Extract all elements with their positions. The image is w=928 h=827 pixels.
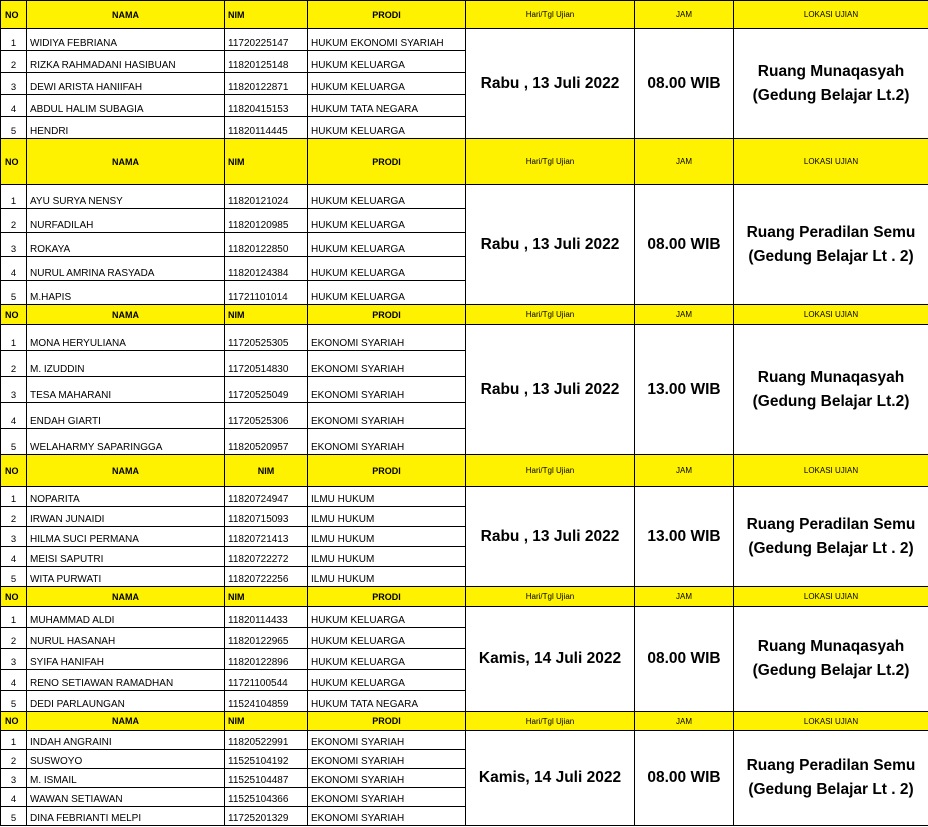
student-name: DEWI ARISTA HANIIFAH <box>27 73 225 95</box>
row-number: 3 <box>1 377 27 403</box>
exam-location <box>734 325 928 455</box>
student-prodi: EKONOMI SYARIAH <box>308 377 466 403</box>
header-hari-tgl: Hari/Tgl Ujian <box>466 712 635 731</box>
exam-time: 08.00 WIB <box>635 185 734 305</box>
student-nim: 11820124384 <box>225 257 308 281</box>
location-room: Ruang Munaqasyah <box>757 62 905 80</box>
student-nim: 11820121024 <box>225 185 308 209</box>
row-number: 5 <box>1 429 27 455</box>
row-number: 4 <box>1 95 27 117</box>
row-number: 3 <box>1 527 27 547</box>
student-name: RENO SETIAWAN RAMADHAN <box>27 670 225 691</box>
student-prodi: EKONOMI SYARIAH <box>308 788 466 807</box>
student-nim: 11820724947 <box>225 487 308 507</box>
group-header-row <box>1 455 928 487</box>
header-jam: JAM <box>635 1 734 29</box>
student-nim: 11820415153 <box>225 95 308 117</box>
student-name: INDAH ANGRAINI <box>27 731 225 750</box>
row-number: 1 <box>1 607 27 628</box>
row-number: 5 <box>1 117 27 139</box>
student-prodi: HUKUM KELUARGA <box>308 628 466 649</box>
header-prodi: PRODI <box>308 455 466 487</box>
student-prodi: EKONOMI SYARIAH <box>308 750 466 769</box>
table-row <box>1 487 928 507</box>
student-prodi: HUKUM KELUARGA <box>308 257 466 281</box>
row-number: 4 <box>1 788 27 807</box>
student-name: TESA MAHARANI <box>27 377 225 403</box>
header-prodi: PRODI <box>308 712 466 731</box>
row-number: 4 <box>1 257 27 281</box>
header-lokasi: LOKASI UJIAN <box>734 305 928 325</box>
student-name: NOPARITA <box>27 487 225 507</box>
header-nama: NAMA <box>27 139 225 185</box>
row-number: 1 <box>1 185 27 209</box>
header-no: NO <box>1 305 27 325</box>
row-number: 5 <box>1 567 27 587</box>
student-prodi: ILMU HUKUM <box>308 547 466 567</box>
student-nim: 11720514830 <box>225 351 308 377</box>
student-nim: 11820520957 <box>225 429 308 455</box>
row-number: 2 <box>1 209 27 233</box>
location-building: (Gedung Belajar Lt . 2) <box>748 781 914 798</box>
student-name: MEISI SAPUTRI <box>27 547 225 567</box>
student-prodi: HUKUM KELUARGA <box>308 51 466 73</box>
header-nama: NAMA <box>27 455 225 487</box>
exam-location <box>734 731 928 826</box>
student-name: ABDUL HALIM SUBAGIA <box>27 95 225 117</box>
row-number: 5 <box>1 281 27 305</box>
row-number: 3 <box>1 233 27 257</box>
exam-time: 08.00 WIB <box>635 607 734 712</box>
row-number: 4 <box>1 670 27 691</box>
header-hari-tgl: Hari/Tgl Ujian <box>466 305 635 325</box>
exam-time: 08.00 WIB <box>635 29 734 139</box>
header-nim: NIM <box>225 712 308 731</box>
student-nim: 11820122871 <box>225 73 308 95</box>
row-number: 1 <box>1 29 27 51</box>
header-hari-tgl: Hari/Tgl Ujian <box>466 455 635 487</box>
row-number: 1 <box>1 487 27 507</box>
header-prodi: PRODI <box>308 139 466 185</box>
student-nim: 11820114445 <box>225 117 308 139</box>
header-lokasi: LOKASI UJIAN <box>734 455 928 487</box>
student-nim: 11820722256 <box>225 567 308 587</box>
header-jam: JAM <box>635 455 734 487</box>
student-nim: 11820122896 <box>225 649 308 670</box>
student-name: SUSWOYO <box>27 750 225 769</box>
exam-date: Rabu , 13 Juli 2022 <box>466 185 635 305</box>
student-prodi: HUKUM TATA NEGARA <box>308 95 466 117</box>
student-name: ROKAYA <box>27 233 225 257</box>
student-prodi: ILMU HUKUM <box>308 487 466 507</box>
student-name: IRWAN JUNAIDI <box>27 507 225 527</box>
location-building: (Gedung Belajar Lt . 2) <box>748 247 914 265</box>
student-nim: 11725201329 <box>225 807 308 826</box>
student-prodi: HUKUM KELUARGA <box>308 281 466 305</box>
row-number: 4 <box>1 547 27 567</box>
student-name: DINA FEBRIANTI MELPI <box>27 807 225 826</box>
student-prodi: HUKUM KELUARGA <box>308 117 466 139</box>
student-nim: 11820114433 <box>225 607 308 628</box>
row-number: 5 <box>1 807 27 826</box>
student-nim: 11820122850 <box>225 233 308 257</box>
location-room: Ruang Munaqasyah <box>757 638 905 655</box>
header-no: NO <box>1 455 27 487</box>
table-row <box>1 29 928 51</box>
exam-date: Rabu , 13 Juli 2022 <box>466 325 635 455</box>
student-nim: 11820715093 <box>225 507 308 527</box>
exam-location <box>734 185 928 305</box>
student-name: SYIFA HANIFAH <box>27 649 225 670</box>
exam-date: Rabu , 13 Juli 2022 <box>466 29 635 139</box>
student-prodi: HUKUM EKONOMI SYARIAH <box>308 29 466 51</box>
group-header-row <box>1 587 928 607</box>
row-number: 2 <box>1 750 27 769</box>
header-hari-tgl: Hari/Tgl Ujian <box>466 1 635 29</box>
student-nim: 11525104192 <box>225 750 308 769</box>
exam-time: 13.00 WIB <box>635 487 734 587</box>
student-name: WITA PURWATI <box>27 567 225 587</box>
row-number: 3 <box>1 649 27 670</box>
exam-location <box>734 607 928 712</box>
group-header-row <box>1 139 928 185</box>
header-nim: NIM <box>225 1 308 29</box>
student-name: ENDAH GIARTI <box>27 403 225 429</box>
student-prodi: EKONOMI SYARIAH <box>308 351 466 377</box>
row-number: 1 <box>1 325 27 351</box>
header-lokasi: LOKASI UJIAN <box>734 712 928 731</box>
location-building: (Gedung Belajar Lt . 2) <box>748 539 914 557</box>
header-lokasi: LOKASI UJIAN <box>734 587 928 607</box>
header-lokasi: LOKASI UJIAN <box>734 139 928 185</box>
student-name: HILMA SUCI PERMANA <box>27 527 225 547</box>
student-nim: 11720225147 <box>225 29 308 51</box>
header-jam: JAM <box>635 712 734 731</box>
exam-time: 08.00 WIB <box>635 731 734 826</box>
header-no: NO <box>1 712 27 731</box>
header-nim: NIM <box>225 587 308 607</box>
student-name: NURUL AMRINA RASYADA <box>27 257 225 281</box>
student-prodi: HUKUM KELUARGA <box>308 670 466 691</box>
student-nim: 11720525305 <box>225 325 308 351</box>
student-prodi: EKONOMI SYARIAH <box>308 429 466 455</box>
student-name: AYU SURYA NENSY <box>27 185 225 209</box>
header-hari-tgl: Hari/Tgl Ujian <box>466 139 635 185</box>
student-prodi: HUKUM KELUARGA <box>308 73 466 95</box>
student-nim: 11525104366 <box>225 788 308 807</box>
student-name: WELAHARMY SAPARINGGA <box>27 429 225 455</box>
student-name: M. ISMAIL <box>27 769 225 788</box>
header-no: NO <box>1 139 27 185</box>
header-hari-tgl: Hari/Tgl Ujian <box>466 587 635 607</box>
location-room: Ruang Munaqasyah <box>757 368 905 386</box>
student-nim: 11525104487 <box>225 769 308 788</box>
location-building: (Gedung Belajar Lt.2) <box>752 392 910 410</box>
table-row <box>1 607 928 628</box>
student-prodi: HUKUM TATA NEGARA <box>308 691 466 712</box>
location-building: (Gedung Belajar Lt.2) <box>752 662 910 679</box>
student-name: NURUL HASANAH <box>27 628 225 649</box>
group-header-row <box>1 1 928 29</box>
group-header-row <box>1 712 928 731</box>
student-nim: 11524104859 <box>225 691 308 712</box>
header-prodi: PRODI <box>308 305 466 325</box>
table-row <box>1 731 928 750</box>
student-prodi: EKONOMI SYARIAH <box>308 325 466 351</box>
student-prodi: EKONOMI SYARIAH <box>308 403 466 429</box>
location-room: Ruang Peradilan Semu <box>746 223 916 241</box>
header-nim: NIM <box>225 139 308 185</box>
student-nim: 11721101014 <box>225 281 308 305</box>
header-nama: NAMA <box>27 305 225 325</box>
student-nim: 11820721413 <box>225 527 308 547</box>
student-nim: 11820122965 <box>225 628 308 649</box>
group-header-row <box>1 305 928 325</box>
student-prodi: EKONOMI SYARIAH <box>308 731 466 750</box>
table-row <box>1 185 928 209</box>
row-number: 2 <box>1 507 27 527</box>
student-name: RIZKA RAHMADANI HASIBUAN <box>27 51 225 73</box>
student-nim: 11820522991 <box>225 731 308 750</box>
student-nim: 11820722272 <box>225 547 308 567</box>
header-no: NO <box>1 1 27 29</box>
student-name: MUHAMMAD ALDI <box>27 607 225 628</box>
location-room: Ruang Peradilan Semu <box>746 757 916 774</box>
exam-location <box>734 29 928 139</box>
student-name: M.HAPIS <box>27 281 225 305</box>
student-name: WAWAN SETIAWAN <box>27 788 225 807</box>
header-nama: NAMA <box>27 712 225 731</box>
row-number: 2 <box>1 51 27 73</box>
header-lokasi: LOKASI UJIAN <box>734 1 928 29</box>
row-number: 2 <box>1 628 27 649</box>
row-number: 4 <box>1 403 27 429</box>
student-name: WIDIYA FEBRIANA <box>27 29 225 51</box>
row-number: 3 <box>1 73 27 95</box>
header-prodi: PRODI <box>308 1 466 29</box>
location-building: (Gedung Belajar Lt.2) <box>752 86 910 104</box>
location-room: Ruang Peradilan Semu <box>746 515 916 533</box>
header-nim: NIM <box>225 455 308 487</box>
student-prodi: ILMU HUKUM <box>308 527 466 547</box>
student-prodi: HUKUM KELUARGA <box>308 209 466 233</box>
student-prodi: EKONOMI SYARIAH <box>308 807 466 826</box>
row-number: 3 <box>1 769 27 788</box>
student-prodi: HUKUM KELUARGA <box>308 233 466 257</box>
student-prodi: EKONOMI SYARIAH <box>308 769 466 788</box>
header-jam: JAM <box>635 139 734 185</box>
header-no: NO <box>1 587 27 607</box>
header-nama: NAMA <box>27 1 225 29</box>
student-nim: 11720525049 <box>225 377 308 403</box>
row-number: 2 <box>1 351 27 377</box>
exam-time: 13.00 WIB <box>635 325 734 455</box>
student-name: HENDRI <box>27 117 225 139</box>
exam-location <box>734 487 928 587</box>
row-number: 1 <box>1 731 27 750</box>
header-prodi: PRODI <box>308 587 466 607</box>
student-nim: 11720525306 <box>225 403 308 429</box>
exam-date: Rabu , 13 Juli 2022 <box>466 487 635 587</box>
exam-date: Kamis, 14 Juli 2022 <box>466 731 635 826</box>
table-row <box>1 325 928 351</box>
student-prodi: ILMU HUKUM <box>308 567 466 587</box>
student-prodi: HUKUM KELUARGA <box>308 185 466 209</box>
student-nim: 11820120985 <box>225 209 308 233</box>
student-name: NURFADILAH <box>27 209 225 233</box>
student-nim: 11721100544 <box>225 670 308 691</box>
student-name: MONA HERYULIANA <box>27 325 225 351</box>
student-name: DEDI PARLAUNGAN <box>27 691 225 712</box>
student-nim: 11820125148 <box>225 51 308 73</box>
header-jam: JAM <box>635 305 734 325</box>
student-prodi: HUKUM KELUARGA <box>308 649 466 670</box>
row-number: 5 <box>1 691 27 712</box>
student-name: M. IZUDDIN <box>27 351 225 377</box>
header-jam: JAM <box>635 587 734 607</box>
exam-date: Kamis, 14 Juli 2022 <box>466 607 635 712</box>
header-nim: NIM <box>225 305 308 325</box>
student-prodi: ILMU HUKUM <box>308 507 466 527</box>
student-prodi: HUKUM KELUARGA <box>308 607 466 628</box>
header-nama: NAMA <box>27 587 225 607</box>
